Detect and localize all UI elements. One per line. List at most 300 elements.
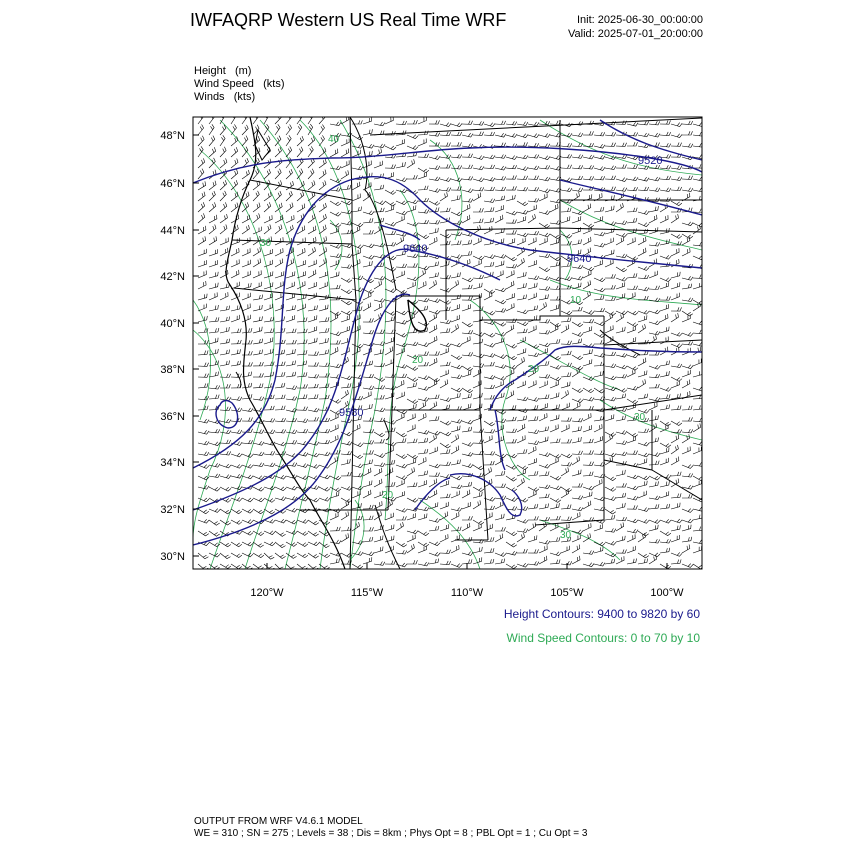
wind-barb <box>253 258 261 267</box>
wind-barb <box>550 457 558 465</box>
plot-title: IWFAQRP Western US Real Time WRF <box>190 10 507 30</box>
wind-barb <box>616 415 626 421</box>
wind-barb <box>275 531 286 536</box>
wind-barb <box>198 374 209 378</box>
wind-barb <box>308 531 319 536</box>
wind-barb <box>451 476 462 480</box>
wind-barb <box>242 418 253 422</box>
wind-barb <box>495 501 503 509</box>
wind-barb <box>231 564 242 569</box>
wind-barb <box>594 397 605 401</box>
speed-label: 30 <box>634 412 646 423</box>
wind-barb <box>572 451 583 455</box>
wind-barb <box>264 451 275 455</box>
wind-barb <box>220 292 228 300</box>
wind-barb <box>363 117 372 124</box>
wind-barb <box>286 520 297 524</box>
wind-barb <box>363 490 371 498</box>
wind-barb <box>495 559 505 564</box>
wind-barb <box>209 520 220 525</box>
wind-barb <box>506 165 517 169</box>
speed-label: 30 <box>260 238 272 249</box>
wind-barb <box>583 165 594 169</box>
wind-barb <box>341 326 350 333</box>
wind-barb <box>638 559 648 565</box>
wind-barb <box>418 413 426 421</box>
wind-barb <box>660 448 669 454</box>
wind-barb <box>583 486 594 490</box>
wind-barb <box>660 519 671 523</box>
wind-speed-contour-labels <box>260 134 646 541</box>
wind-barb <box>638 553 649 558</box>
wind-barb <box>649 310 660 314</box>
wind-barb <box>561 487 572 492</box>
wind-barb <box>671 457 679 465</box>
wind-barb <box>627 354 638 358</box>
wind-barb <box>649 374 660 378</box>
wind-barb <box>275 328 285 333</box>
wind-barb <box>264 328 274 333</box>
wind-barb <box>682 365 693 369</box>
wind-barb <box>594 340 605 344</box>
wind-barb <box>528 325 536 333</box>
wind-barb <box>528 522 536 531</box>
wind-barb <box>594 507 605 511</box>
wind-barb <box>396 289 407 294</box>
wind-barb <box>297 361 307 366</box>
wind-barb <box>484 559 494 564</box>
wind-barb <box>550 204 558 212</box>
wind-barb <box>627 237 635 245</box>
wind-barb <box>462 285 472 289</box>
wind-barb <box>374 439 384 443</box>
wind-barb <box>517 238 525 246</box>
wind-barb <box>495 288 506 292</box>
wind-barb <box>495 410 506 414</box>
wind-barb <box>605 228 614 234</box>
wind-barb <box>528 353 539 357</box>
wind-barb <box>385 337 394 344</box>
wind-barb <box>539 254 550 258</box>
wind-barb <box>638 267 649 271</box>
wind-barb <box>506 133 517 137</box>
wind-barb <box>363 361 373 366</box>
wind-barb <box>429 336 437 344</box>
wind-barb <box>275 487 286 491</box>
wind-barb <box>473 520 484 525</box>
wind-barb <box>517 397 528 401</box>
wind-barb <box>308 136 315 146</box>
wind-barb <box>495 377 506 381</box>
wind-barb <box>594 424 602 432</box>
wind-barb <box>308 214 315 223</box>
wind-barb <box>198 113 203 124</box>
wind-barb <box>462 322 473 327</box>
wind-barb <box>495 300 506 304</box>
wind-barb <box>407 399 418 404</box>
wind-barb <box>649 461 659 465</box>
wind-barb <box>198 430 209 434</box>
wind-barb <box>539 330 550 334</box>
wind-barb <box>440 432 451 436</box>
wind-barb <box>649 188 660 192</box>
wind-barb <box>220 553 231 559</box>
wind-barb <box>341 511 349 520</box>
wind-barb <box>506 439 516 443</box>
wind-barb <box>605 285 615 289</box>
field-wind-speed: Wind Speed (kts) <box>194 78 285 90</box>
wind-barb <box>264 317 274 322</box>
wind-barb <box>473 317 483 322</box>
wind-barb <box>275 281 283 289</box>
wind-barb <box>209 338 218 344</box>
wind-barb <box>616 374 627 378</box>
wind-barb <box>638 248 646 256</box>
wind-barb <box>198 125 204 136</box>
wind-barb <box>253 362 263 366</box>
wind-barb <box>550 234 561 239</box>
longitude-label: 100°W <box>650 587 684 599</box>
wind-barb <box>440 405 450 410</box>
wind-barb <box>374 562 385 566</box>
wind-barb <box>594 474 605 478</box>
wind-barb <box>352 443 363 447</box>
wind-barb <box>198 226 206 234</box>
wind-barb <box>671 307 682 311</box>
wind-barb <box>506 417 516 421</box>
wind-barb <box>264 509 275 514</box>
wind-barb <box>550 156 561 160</box>
wind-barb <box>616 452 627 456</box>
wind-barb <box>539 426 549 432</box>
wind-barb <box>253 476 264 480</box>
wind-barb <box>231 340 241 344</box>
wind-barb <box>242 408 253 412</box>
wind-barb <box>594 436 603 443</box>
wind-barb <box>671 519 682 523</box>
wind-barb <box>374 303 382 311</box>
wind-barb <box>616 178 627 182</box>
wind-barb <box>429 228 438 234</box>
wind-barb <box>286 361 296 367</box>
wind-barb <box>253 463 264 467</box>
wind-barb <box>297 191 304 201</box>
wind-barb <box>319 452 330 456</box>
wind-barb <box>616 221 627 225</box>
wind-barb <box>638 358 646 366</box>
wind-barb <box>352 223 363 227</box>
wind-barb <box>253 203 260 212</box>
wind-barb <box>418 402 426 410</box>
wind-barb <box>517 533 525 542</box>
wind-barb <box>561 390 569 399</box>
wind-barb <box>594 479 602 487</box>
wind-barb <box>297 181 304 190</box>
wind-barb <box>341 278 352 282</box>
wind-barb <box>396 121 407 125</box>
wind-barb <box>407 404 416 410</box>
wind-barb <box>506 365 517 369</box>
wind-barb <box>605 259 613 267</box>
wind-barb <box>528 487 539 491</box>
wind-barb <box>220 339 230 344</box>
wind-barb <box>308 237 316 245</box>
wind-barb <box>220 564 231 569</box>
wind-barb <box>649 504 659 509</box>
wind-barb <box>396 392 404 399</box>
longitude-label: 120°W <box>250 587 284 599</box>
wind-barb <box>583 472 593 476</box>
wind-barb <box>517 201 528 206</box>
wind-barb <box>451 178 462 182</box>
wind-barb <box>429 201 440 205</box>
wind-barb <box>451 419 462 423</box>
wind-barb <box>528 344 539 349</box>
wind-barb <box>682 473 693 477</box>
wind-barb <box>506 531 517 536</box>
wind-barb <box>682 465 693 469</box>
wind-barb <box>484 187 495 191</box>
wind-barb <box>319 429 330 433</box>
wind-barb <box>484 255 495 259</box>
wind-barb <box>429 272 439 278</box>
wind-barb <box>462 336 470 344</box>
wind-barb <box>451 165 462 169</box>
wind-barb <box>506 220 517 224</box>
wind-barb <box>242 454 253 458</box>
wind-barb <box>264 486 275 490</box>
wind-barb <box>550 166 561 170</box>
wind-barb <box>539 343 550 347</box>
wind-barb <box>330 340 341 344</box>
wind-barb <box>242 475 253 479</box>
wind-barb <box>264 531 275 535</box>
wind-barb <box>484 548 494 553</box>
wind-barb <box>594 243 605 247</box>
wind-barb <box>319 214 326 223</box>
wind-barb <box>649 481 659 487</box>
wind-barb <box>242 351 252 355</box>
wind-barb <box>286 386 297 390</box>
wind-barb <box>583 326 592 333</box>
wind-barb <box>528 446 536 454</box>
wind-barb <box>638 310 649 314</box>
wind-barb <box>594 562 605 566</box>
wind-barb <box>660 548 670 553</box>
wind-barb <box>539 267 550 272</box>
wind-barb <box>528 561 539 565</box>
wind-barb <box>517 529 528 533</box>
wind-barb <box>539 453 550 457</box>
wind-barb <box>528 198 539 202</box>
wind-barb <box>418 480 427 487</box>
wind-barb <box>517 295 527 301</box>
wind-barb <box>484 385 495 389</box>
wind-barb <box>330 254 341 258</box>
wind-barb <box>528 214 536 223</box>
wind-barb <box>242 509 253 513</box>
wind-barb <box>627 366 638 370</box>
wind-barb <box>297 520 308 524</box>
wind-barb <box>451 315 460 322</box>
wind-barb <box>242 215 250 223</box>
wind-barb <box>407 200 418 204</box>
wind-barb <box>242 248 250 256</box>
wind-barb <box>396 464 407 468</box>
wind-barb <box>319 384 329 389</box>
wind-barb <box>682 188 693 192</box>
wind-barb <box>671 143 682 147</box>
wind-barb <box>264 498 275 502</box>
wind-barb <box>671 344 682 348</box>
wind-barb <box>638 133 649 137</box>
wind-barb <box>671 552 682 556</box>
wind-barb <box>407 175 417 179</box>
wind-barb <box>418 376 429 380</box>
wind-barb <box>583 227 591 234</box>
wind-barb <box>341 527 351 531</box>
wind-barb <box>297 531 308 535</box>
wind-barb <box>550 476 561 480</box>
wind-barb <box>462 215 470 223</box>
wind-barb <box>638 481 647 487</box>
wind-barb <box>583 492 592 498</box>
wind-barb <box>319 181 326 191</box>
wind-barb <box>242 304 250 312</box>
wind-barb <box>209 531 220 536</box>
wind-barb <box>275 497 286 501</box>
wind-barb <box>451 545 459 553</box>
wind-barb <box>506 176 517 180</box>
wind-barb <box>528 430 539 434</box>
wind-barb <box>352 551 363 555</box>
wind-barb <box>550 142 561 146</box>
wind-barb <box>572 530 583 534</box>
wind-barb <box>451 142 462 146</box>
wind-barb <box>352 464 363 468</box>
wind-barb <box>209 260 218 267</box>
wind-barb <box>550 439 560 443</box>
wind-barb <box>429 395 439 399</box>
wind-barb <box>594 451 605 455</box>
wind-barb <box>330 212 341 216</box>
wind-barb <box>418 322 429 326</box>
wind-barb <box>495 176 506 180</box>
wind-barb <box>462 304 471 311</box>
wind-barb <box>539 319 550 323</box>
wind-barb <box>198 213 205 223</box>
wind-barb <box>440 398 451 402</box>
wind-barb <box>297 553 308 558</box>
wind-barb <box>649 365 660 369</box>
wind-barb <box>682 143 693 147</box>
wind-barb <box>253 158 259 168</box>
wind-barb <box>451 304 460 311</box>
wind-barb <box>220 350 230 356</box>
wind-barb <box>528 231 539 235</box>
wind-barb <box>440 524 449 531</box>
wind-barb <box>330 332 341 336</box>
wind-barb <box>220 248 228 256</box>
wind-barb <box>220 317 230 323</box>
wind-barb <box>319 338 328 344</box>
wind-barb <box>671 313 679 322</box>
wind-barb <box>440 380 448 389</box>
wind-barb <box>341 138 349 146</box>
wind-barb <box>506 487 517 492</box>
wind-barb <box>572 322 583 327</box>
wind-barb <box>462 176 473 180</box>
wind-barb <box>451 564 462 568</box>
wind-barb <box>264 349 273 355</box>
wind-barb <box>605 352 616 356</box>
wind-barb <box>418 471 428 476</box>
wind-barb <box>319 305 328 311</box>
wind-barb <box>616 493 626 498</box>
wind-barb <box>462 516 473 520</box>
wind-barb <box>649 133 660 137</box>
wind-barb <box>253 327 262 333</box>
wind-barb <box>616 165 627 169</box>
wind-barb <box>484 199 495 203</box>
wind-barb <box>550 365 561 369</box>
wind-barb <box>286 486 297 490</box>
wind-barb <box>374 463 385 467</box>
wind-barb <box>517 322 528 326</box>
wind-barb <box>418 457 426 465</box>
wind-barb <box>374 547 383 554</box>
wind-barb <box>286 271 295 278</box>
wind-barb <box>418 514 427 521</box>
wind-barb <box>539 156 550 160</box>
wind-barb <box>638 379 646 388</box>
wind-barb <box>242 113 247 124</box>
wind-barb <box>517 329 527 333</box>
wind-barb <box>297 350 307 355</box>
wind-barb <box>660 188 671 192</box>
wind-barb <box>572 483 583 487</box>
wind-barb <box>682 370 690 377</box>
wind-barb <box>484 512 492 520</box>
model-version: OUTPUT FROM WRF V4.6.1 MODEL <box>194 816 363 827</box>
wind-barb <box>319 363 330 367</box>
wind-barb <box>616 293 625 300</box>
wind-barb <box>209 136 215 146</box>
wind-barb <box>297 419 308 423</box>
wind-barb <box>495 166 506 170</box>
wind-barb <box>385 190 396 194</box>
wind-barb <box>693 359 701 366</box>
wind-barb <box>264 463 275 467</box>
wind-barb <box>583 439 593 443</box>
speed-label: 20 <box>382 490 394 501</box>
wind-barb <box>220 384 230 388</box>
wind-barb <box>231 315 240 322</box>
wind-barb <box>572 333 583 337</box>
wind-barb <box>528 416 538 421</box>
wind-barb <box>583 413 591 421</box>
wind-barb <box>253 282 261 289</box>
wind-barb <box>220 487 231 491</box>
wind-barb <box>528 205 537 212</box>
wind-barb <box>418 438 428 443</box>
wind-barb <box>594 547 603 553</box>
wind-barb <box>671 201 682 206</box>
speed-label: 20 <box>412 355 424 366</box>
wind-barb <box>616 550 627 554</box>
wind-barb <box>451 485 462 489</box>
wind-barb <box>462 352 473 356</box>
